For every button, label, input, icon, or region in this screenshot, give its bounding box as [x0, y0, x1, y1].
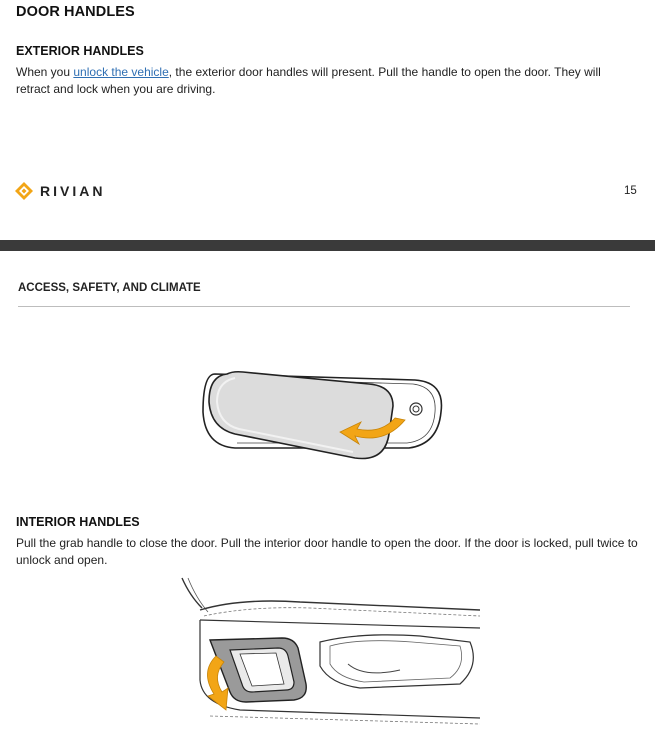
- exterior-handle-illustration: [195, 362, 450, 462]
- rivian-logo: [14, 181, 105, 201]
- page-divider: [0, 240, 655, 251]
- unlock-vehicle-link[interactable]: unlock the vehicle: [73, 65, 169, 79]
- exterior-text-after: , the exterior door handles will present. Pull the handle to open the door. They will retract and lock when you are driving.: [16, 65, 601, 96]
- exterior-handles-heading: EXTERIOR HANDLES: [16, 44, 144, 58]
- page-number: 15: [624, 185, 637, 197]
- section-rule: [18, 306, 630, 307]
- page-title: DOOR HANDLES: [16, 4, 135, 20]
- section-header: ACCESS, SAFETY, AND CLIMATE: [18, 282, 201, 294]
- interior-handles-paragraph: Pull the grab handle to close the door. Pull the interior door handle to open the door. If the door is locked, pull twice to unlock and open.: [16, 536, 638, 567]
- interior-handle-illustration: [180, 576, 480, 736]
- rivian-compass-icon: [14, 181, 34, 201]
- exterior-text-before: When you: [16, 65, 74, 79]
- exterior-handles-paragraph: [16, 64, 636, 98]
- interior-handles-heading: INTERIOR HANDLES: [16, 515, 140, 529]
- brand-name: RIVIAN: [40, 183, 106, 199]
